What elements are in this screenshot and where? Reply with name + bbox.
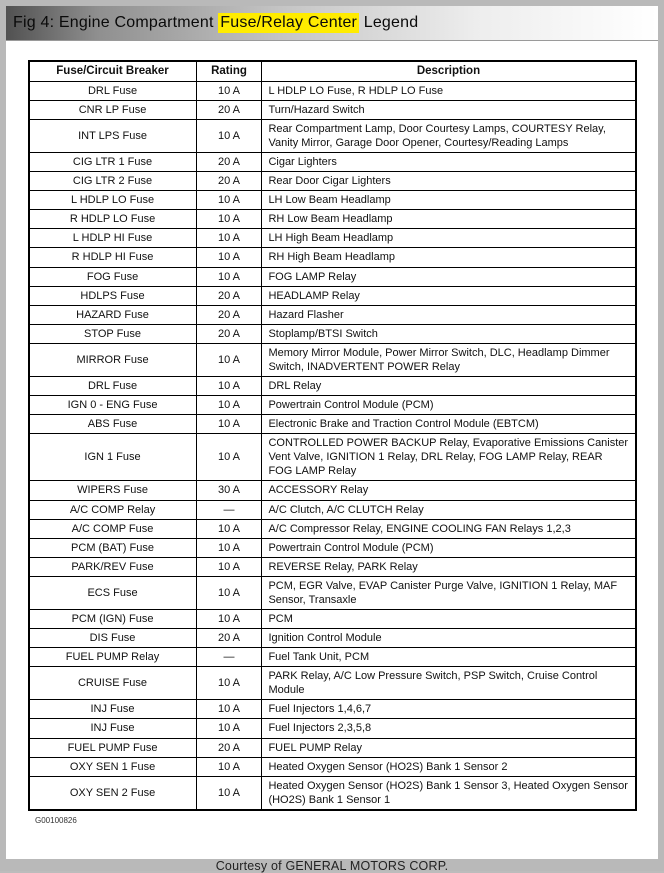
- cell-rating: 10 A: [196, 210, 262, 229]
- cell-fuse: CRUISE Fuse: [29, 667, 197, 700]
- cell-description: FOG LAMP Relay: [262, 267, 636, 286]
- cell-fuse: IGN 1 Fuse: [29, 434, 197, 481]
- cell-fuse: OXY SEN 2 Fuse: [29, 776, 197, 810]
- cell-rating: 20 A: [196, 324, 262, 343]
- figure-title-bar: [6, 6, 658, 41]
- cell-description: A/C Clutch, A/C CLUTCH Relay: [262, 500, 636, 519]
- table-row: [29, 500, 636, 519]
- table-row: [29, 538, 636, 557]
- cell-description: RH Low Beam Headlamp: [262, 210, 636, 229]
- cell-rating: 10 A: [196, 719, 262, 738]
- table-row: [29, 172, 636, 191]
- cell-fuse: HAZARD Fuse: [29, 305, 197, 324]
- cell-description: PCM, EGR Valve, EVAP Canister Purge Valve, IGNITION 1 Relay, MAF Sensor, Transaxle: [262, 576, 636, 609]
- cell-fuse: DRL Fuse: [29, 376, 197, 395]
- table-row: [29, 576, 636, 609]
- cell-fuse: HDLPS Fuse: [29, 286, 197, 305]
- cell-fuse: R HDLP LO Fuse: [29, 210, 197, 229]
- table-row: [29, 191, 636, 210]
- cell-description: REVERSE Relay, PARK Relay: [262, 557, 636, 576]
- cell-description: HEADLAMP Relay: [262, 286, 636, 305]
- cell-fuse: INT LPS Fuse: [29, 119, 197, 152]
- cell-description: LH High Beam Headlamp: [262, 229, 636, 248]
- table-row: [29, 343, 636, 376]
- table-row: [29, 700, 636, 719]
- cell-description: Memory Mirror Module, Power Mirror Switch, DLC, Headlamp Dimmer Switch, INADVERTENT POWER Relay: [262, 343, 636, 376]
- cell-rating: 20 A: [196, 738, 262, 757]
- cell-rating: 10 A: [196, 396, 262, 415]
- cell-fuse: DRL Fuse: [29, 81, 197, 100]
- cell-description: ACCESSORY Relay: [262, 481, 636, 500]
- cell-rating: —: [196, 648, 262, 667]
- cell-description: Turn/Hazard Switch: [262, 100, 636, 119]
- cell-description: Fuel Tank Unit, PCM: [262, 648, 636, 667]
- cell-rating: 10 A: [196, 757, 262, 776]
- cell-rating: 10 A: [196, 576, 262, 609]
- table-row: [29, 153, 636, 172]
- cell-rating: 20 A: [196, 172, 262, 191]
- cell-description: PARK Relay, A/C Low Pressure Switch, PSP Switch, Cruise Control Module: [262, 667, 636, 700]
- cell-rating: 20 A: [196, 629, 262, 648]
- cell-rating: 30 A: [196, 481, 262, 500]
- table-row: [29, 434, 636, 481]
- table-row: [29, 629, 636, 648]
- cell-description: FUEL PUMP Relay: [262, 738, 636, 757]
- cell-fuse: A/C COMP Fuse: [29, 519, 197, 538]
- fuse-legend-table: [28, 60, 637, 811]
- cell-description: Fuel Injectors 1,4,6,7: [262, 700, 636, 719]
- table-row: [29, 719, 636, 738]
- cell-fuse: L HDLP HI Fuse: [29, 229, 197, 248]
- cell-rating: 10 A: [196, 343, 262, 376]
- table-row: [29, 376, 636, 395]
- cell-fuse: ABS Fuse: [29, 415, 197, 434]
- cell-description: RH High Beam Headlamp: [262, 248, 636, 267]
- title-highlight: Fuse/Relay Center: [220, 14, 358, 31]
- table-header-rating: Rating: [196, 61, 262, 81]
- cell-fuse: A/C COMP Relay: [29, 500, 197, 519]
- cell-fuse: L HDLP LO Fuse: [29, 191, 197, 210]
- table-header-row: [29, 61, 636, 81]
- cell-fuse: FUEL PUMP Relay: [29, 648, 197, 667]
- cell-fuse: CIG LTR 1 Fuse: [29, 153, 197, 172]
- cell-rating: 20 A: [196, 153, 262, 172]
- table-header-description: Description: [262, 61, 636, 81]
- cell-description: Ignition Control Module: [262, 629, 636, 648]
- cell-fuse: PCM (BAT) Fuse: [29, 538, 197, 557]
- table-header-fuse: Fuse/Circuit Breaker: [29, 61, 197, 81]
- cell-rating: 10 A: [196, 700, 262, 719]
- figure-code: G00100826: [35, 815, 77, 825]
- table-row: [29, 557, 636, 576]
- cell-rating: 10 A: [196, 538, 262, 557]
- cell-description: Stoplamp/BTSI Switch: [262, 324, 636, 343]
- cell-rating: 10 A: [196, 81, 262, 100]
- cell-fuse: FUEL PUMP Fuse: [29, 738, 197, 757]
- cell-rating: 10 A: [196, 229, 262, 248]
- cell-fuse: PCM (IGN) Fuse: [29, 609, 197, 628]
- table-row: [29, 609, 636, 628]
- table-row: [29, 229, 636, 248]
- cell-rating: 20 A: [196, 305, 262, 324]
- cell-rating: —: [196, 500, 262, 519]
- cell-rating: 10 A: [196, 776, 262, 810]
- table-header: [29, 61, 636, 81]
- table-row: [29, 119, 636, 152]
- table-row: [29, 776, 636, 810]
- fuse-table-body: [29, 81, 636, 810]
- cell-fuse: IGN 0 - ENG Fuse: [29, 396, 197, 415]
- cell-description: A/C Compressor Relay, ENGINE COOLING FAN Relays 1,2,3: [262, 519, 636, 538]
- cell-description: Rear Compartment Lamp, Door Courtesy Lamps, COURTESY Relay, Vanity Mirror, Garage Door Opener, Courtesy/Reading Lamps: [262, 119, 636, 152]
- cell-fuse: WIPERS Fuse: [29, 481, 197, 500]
- cell-fuse: ECS Fuse: [29, 576, 197, 609]
- cell-description: CONTROLLED POWER BACKUP Relay, Evaporative Emissions Canister Vent Valve, IGNITION 1 Relay, DRL Relay, FOG LAMP Relay, REAR FOG LAMP Relay: [262, 434, 636, 481]
- table-row: [29, 481, 636, 500]
- cell-rating: 10 A: [196, 376, 262, 395]
- cell-rating: 10 A: [196, 119, 262, 152]
- cell-rating: 10 A: [196, 248, 262, 267]
- cell-description: L HDLP LO Fuse, R HDLP LO Fuse: [262, 81, 636, 100]
- cell-rating: 10 A: [196, 667, 262, 700]
- cell-fuse: MIRROR Fuse: [29, 343, 197, 376]
- page-title-suffix: Legend: [359, 14, 419, 31]
- table-row: [29, 324, 636, 343]
- cell-rating: 10 A: [196, 557, 262, 576]
- cell-fuse: R HDLP HI Fuse: [29, 248, 197, 267]
- courtesy-text: Courtesy of GENERAL MOTORS CORP.: [215, 858, 449, 873]
- table-row: [29, 210, 636, 229]
- cell-rating: 20 A: [196, 100, 262, 119]
- cell-description: Rear Door Cigar Lighters: [262, 172, 636, 191]
- table-row: [29, 415, 636, 434]
- table-row: [29, 248, 636, 267]
- table-row: [29, 648, 636, 667]
- cell-description: Electronic Brake and Traction Control Module (EBTCM): [262, 415, 636, 434]
- cell-rating: 10 A: [196, 415, 262, 434]
- cell-fuse: PARK/REV Fuse: [29, 557, 197, 576]
- table-row: [29, 305, 636, 324]
- table-row: [29, 396, 636, 415]
- cell-description: LH Low Beam Headlamp: [262, 191, 636, 210]
- cell-description: Powertrain Control Module (PCM): [262, 538, 636, 557]
- page-title-prefix: Fig 4: Engine Compartment: [13, 14, 219, 31]
- cell-description: DRL Relay: [262, 376, 636, 395]
- cell-description: PCM: [262, 609, 636, 628]
- table-row: [29, 81, 636, 100]
- cell-fuse: INJ Fuse: [29, 719, 197, 738]
- cell-fuse: OXY SEN 1 Fuse: [29, 757, 197, 776]
- cell-fuse: CIG LTR 2 Fuse: [29, 172, 197, 191]
- cell-description: Cigar Lighters: [262, 153, 636, 172]
- cell-rating: 10 A: [196, 191, 262, 210]
- cell-fuse: DIS Fuse: [29, 629, 197, 648]
- cell-description: Powertrain Control Module (PCM): [262, 396, 636, 415]
- cell-fuse: STOP Fuse: [29, 324, 197, 343]
- cell-description: Hazard Flasher: [262, 305, 636, 324]
- cell-fuse: FOG Fuse: [29, 267, 197, 286]
- table-row: [29, 100, 636, 119]
- table-row: [29, 757, 636, 776]
- cell-description: Heated Oxygen Sensor (HO2S) Bank 1 Sensor 2: [262, 757, 636, 776]
- cell-fuse: INJ Fuse: [29, 700, 197, 719]
- table-row: [29, 738, 636, 757]
- table-row: [29, 267, 636, 286]
- table-row: [29, 667, 636, 700]
- cell-rating: 10 A: [196, 267, 262, 286]
- cell-description: Fuel Injectors 2,3,5,8: [262, 719, 636, 738]
- table-row: [29, 519, 636, 538]
- cell-rating: 10 A: [196, 609, 262, 628]
- cell-description: Heated Oxygen Sensor (HO2S) Bank 1 Sensor 3, Heated Oxygen Sensor (HO2S) Bank 1 Sensor 1: [262, 776, 636, 810]
- cell-rating: 10 A: [196, 434, 262, 481]
- cell-rating: 10 A: [196, 519, 262, 538]
- cell-rating: 20 A: [196, 286, 262, 305]
- table-row: [29, 286, 636, 305]
- cell-fuse: CNR LP Fuse: [29, 100, 197, 119]
